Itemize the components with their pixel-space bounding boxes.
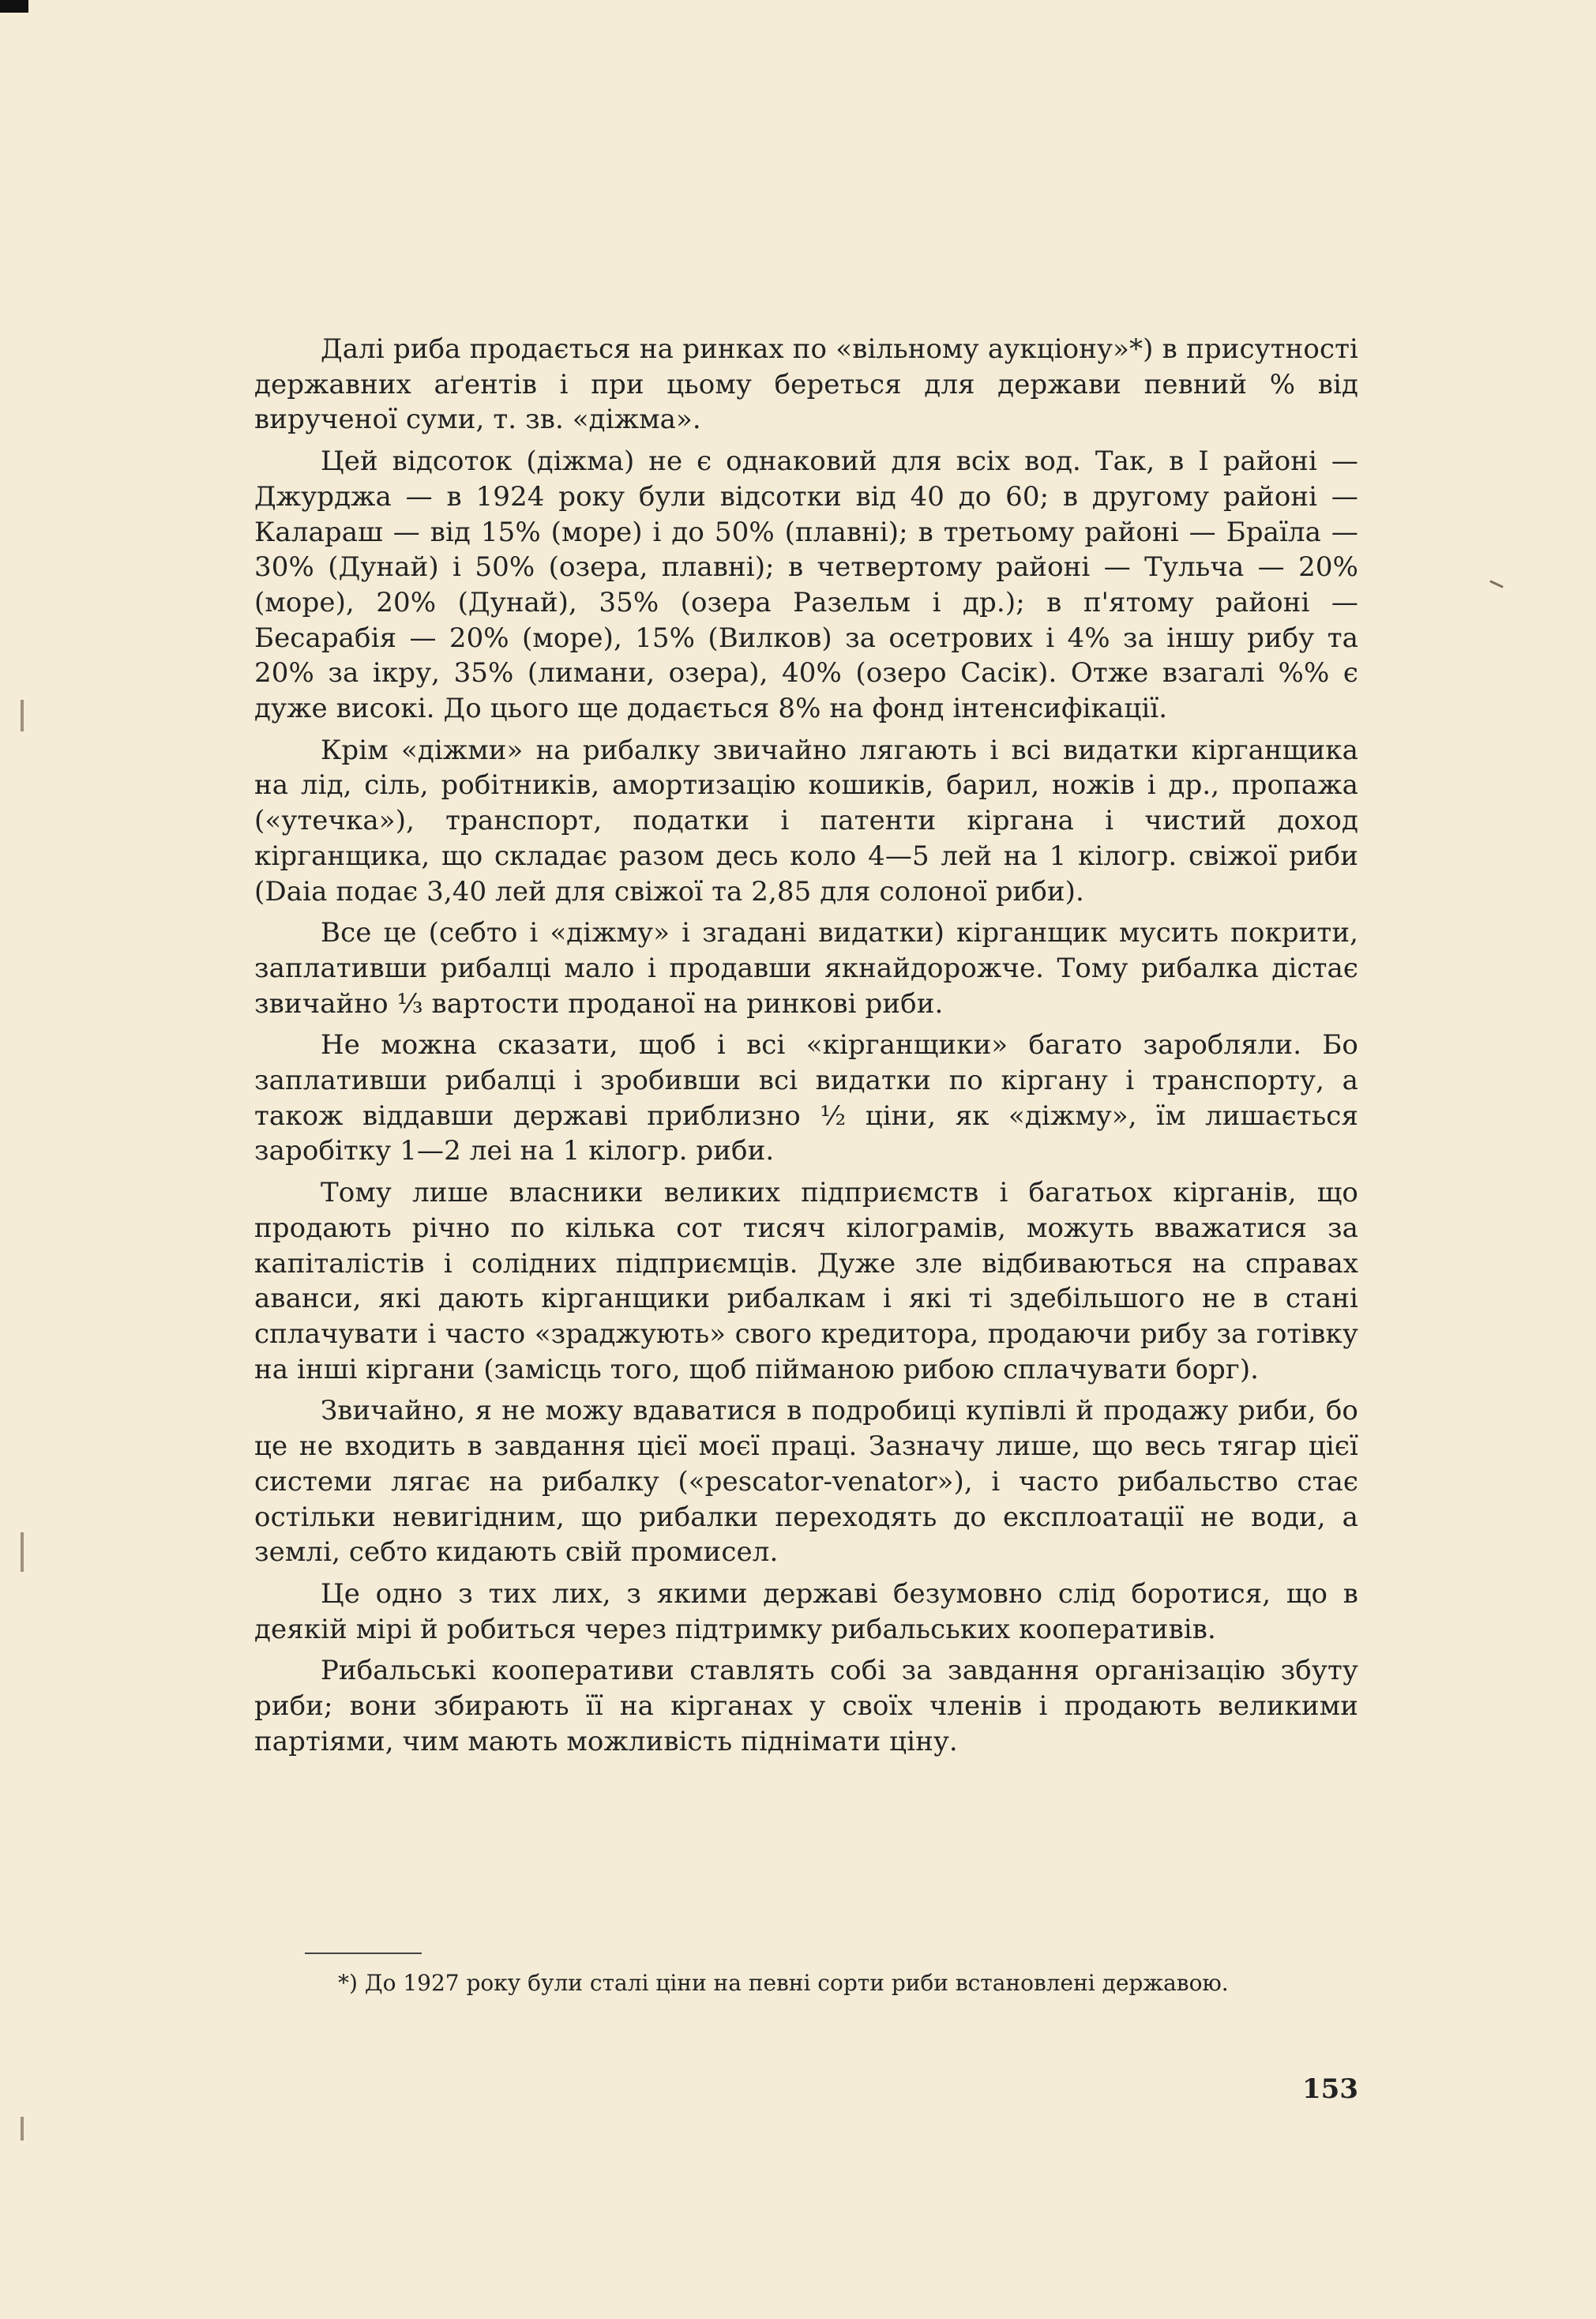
page-number: 153 <box>1302 2073 1358 2105</box>
paragraph-1: Далі риба продається на ринках по «вільному аукціону»*) в присутності державних аґентів і при цьому береться для держави певний % від вирученої суми, т. зв. «діжма». <box>254 333 1358 436</box>
main-text <box>254 332 1358 1759</box>
scan-left-mark <box>21 1532 24 1572</box>
footnote: *) До 1927 року були сталі ціни на певні сорти риби встановлені державою. <box>338 1970 1229 1996</box>
paragraph-3: Крім «діжми» на рибалку звичайно лягають і всі видатки кірганщика на лід, сіль, робітників, амортизацію кошиків, барил, ножів і др., пропажа («утечка»), транспорт, податки і патенти кіргана і чистий доход кірганщика, що складає разом десь коло 4—5 лей на 1 кілогр. свіжої риби (Daia подає 3,40 лей для свіжої та 2,85 для солоної риби). <box>254 734 1358 908</box>
paragraph-8: Це одно з тих лих, з якими державі безумовно слід боротися, що в деякій мірі й робиться через підтримку рибальських кооперативів. <box>254 1577 1358 1645</box>
scan-right-mark <box>1489 580 1504 588</box>
scan-left-mark <box>21 2117 24 2140</box>
footnote-separator <box>305 1953 422 1954</box>
paragraph-2: Цей відсоток (діжма) не є однаковий для всіх вод. Так, в І районі — Джурджа — в 1924 року були відсотки від 40 до 60; в другому районі — Калараш — від 15% (море) і до 50% (плавні); в третьому районі — Браїла — 30% (Дунай) і 50% (озера, плавні); в четвертому районі — Тульча — 20% (море), 20% (Дунай), 35% (озера Разельм і др.); в п'ятому районі — Бесарабія — 20% (море), 15% (Вилков) за осетрових і 4% за іншу рибу та 20% за ікру, 35% (лимани, озера), 40% (озеро Сасік). Отже взагалі %% є дуже високі. До цього ще додається 8% на фонд інтенсифікації. <box>254 445 1358 725</box>
scan-left-mark <box>21 700 24 731</box>
scan-corner-mark <box>0 0 28 13</box>
paragraph-4: Все це (себто і «діжму» і згадані видатки) кірганщик мусить покрити, заплативши рибалці мало і продавши якнайдорожче. Тому рибалка дістає звичайно ⅓ вартости проданої на ринкові риби. <box>254 917 1358 1020</box>
paragraph-7: Звичайно, я не можу вдаватися в подробиці купівлі й продажу риби, бо це не входить в завдання цієї моєї праці. Зазначу лише, що весь тягар цієї системи лягає на рибалку («pescator-venator»), і часто рибальство стає остільки невигідним, що рибалки переходять до експлоатації не води, а землі, себто кидають свій промисел. <box>254 1395 1358 1569</box>
paragraph-9: Рибальські кооперативи ставлять собі за завдання організацію збуту риби; вони збирають її на кірганах у своїх членів і продають великими партіями, чим мають можливість піднімати ціну. <box>254 1655 1358 1757</box>
paragraph-6: Тому лише власники великих підприємств і багатьох кірганів, що продають річно по кілька сот тисяч кілограмів, можуть вважатися за капіталістів і солідних підприємців. Дуже зле відбиваються на справах аванси, які дають кірганщики рибалкам і які ті здебільшого не в стані сплачувати і часто «зраджують» свого кредитора, продаючи рибу за готівку на інші кіргани (замісць того, щоб пійманою рибою сплачувати борг). <box>254 1177 1358 1385</box>
paragraph-5: Не можна сказати, щоб і всі «кірганщики» багато заробляли. Бо заплативши рибалці і зробивши всі видатки по кіргану і транспорту, а також віддавши державі приблизно ½ ціни, як «діжму», їм лишається заробітку 1—2 леі на 1 кілогр. риби. <box>254 1029 1358 1167</box>
